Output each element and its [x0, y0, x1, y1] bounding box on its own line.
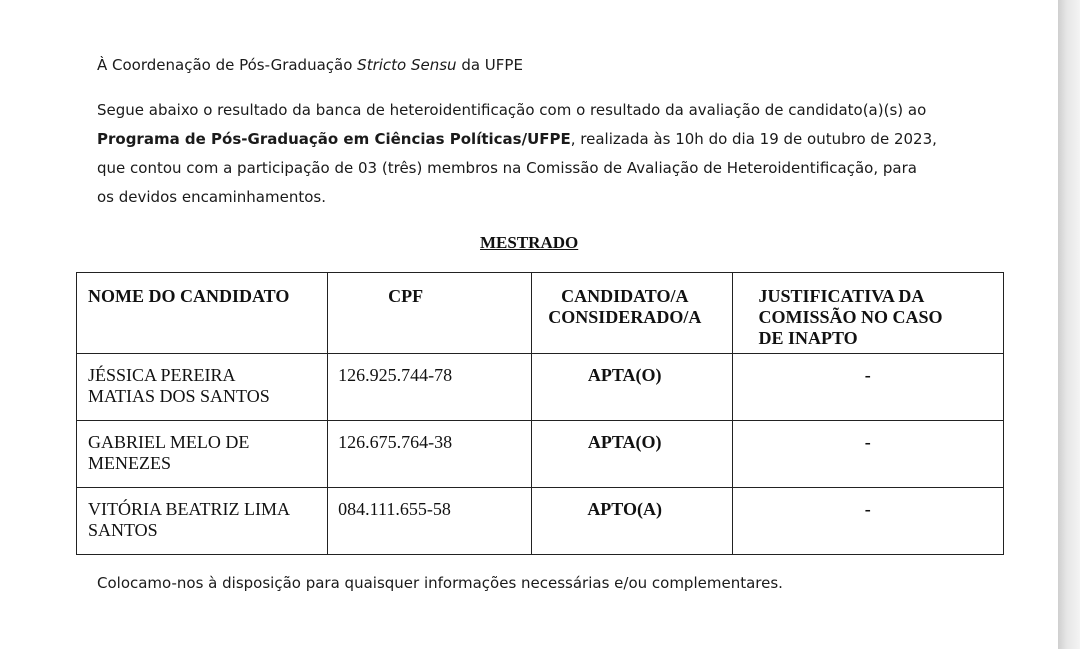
- closing-sentence: Colocamo-nos à disposição para quaisquer informações necessárias e/ou complementares.: [97, 574, 783, 592]
- table-row: [77, 354, 1004, 421]
- results-table: [76, 272, 1004, 555]
- candidate-name: [77, 488, 327, 541]
- candidate-name-cell: [77, 354, 328, 421]
- candidate-name-line-1: VITÓRIA BEATRIZ LIMA: [88, 499, 290, 519]
- candidate-name-line-2: MENEZES: [88, 453, 171, 473]
- cpf-value: 126.675.764-38: [338, 432, 453, 452]
- salutation: [97, 56, 523, 74]
- status-cell: [531, 421, 732, 488]
- header-just-line-1: JUSTIFICATIVA DA: [758, 286, 925, 306]
- header-status: [531, 273, 732, 354]
- justification-value: -: [864, 432, 871, 452]
- candidate-name: [77, 354, 327, 407]
- program-name: Programa de Pós-Graduação em Ciências Políticas/UFPE: [97, 130, 571, 148]
- justification-cell: [732, 421, 1004, 488]
- header-status-label: [532, 273, 710, 328]
- cpf-cell: [328, 421, 532, 488]
- header-status-line-2: CONSIDERADO/A: [548, 307, 702, 327]
- candidate-name-cell: [77, 488, 328, 555]
- intro-line-2: [97, 125, 977, 154]
- candidate-name-line-1: GABRIEL MELO DE: [88, 432, 250, 452]
- table-row: [77, 421, 1004, 488]
- header-name: [77, 273, 328, 354]
- section-title: MESTRADO: [480, 233, 579, 252]
- header-justification-label: [733, 273, 1004, 349]
- status-value: APTO(A): [587, 499, 662, 519]
- salutation-suffix: da UFPE: [456, 56, 523, 74]
- cpf-value: 126.925.744-78: [338, 365, 453, 385]
- candidate-name: [77, 421, 327, 474]
- header-cpf: [328, 273, 532, 354]
- intro-line-4: os devidos encaminhamentos.: [97, 188, 326, 206]
- page-edge-shadow: [1058, 0, 1080, 649]
- cpf-cell: [328, 354, 532, 421]
- candidate-name-line-1: JÉSSICA PEREIRA: [88, 365, 236, 385]
- header-just-line-2: COMISSÃO NO CASO: [758, 307, 943, 327]
- cpf-cell: [328, 488, 532, 555]
- intro-paragraph: [97, 96, 977, 212]
- status-value: APTA(O): [587, 432, 662, 452]
- intro-line-3: que contou com a participação de 03 (três) membros na Comissão de Avaliação de Heteroidentificação, para: [97, 159, 917, 177]
- status-value: APTA(O): [587, 365, 662, 385]
- table-row: [77, 488, 1004, 555]
- table-header-row: [77, 273, 1004, 354]
- justification-cell: [732, 354, 1004, 421]
- status-cell: [531, 488, 732, 555]
- justification-value: -: [864, 365, 871, 385]
- header-cpf-label: CPF: [388, 286, 424, 306]
- intro-line-1: Segue abaixo o resultado da banca de heteroidentificação com o resultado da avaliação de candidato(a)(s) ao: [97, 101, 927, 119]
- status-cell: [531, 354, 732, 421]
- candidate-name-line-2: MATIAS DOS SANTOS: [88, 386, 270, 406]
- header-status-line-1: CANDIDATO/A: [561, 286, 689, 306]
- header-name-label: NOME DO CANDIDATO: [88, 286, 290, 306]
- salutation-italic: Stricto Sensu: [357, 56, 457, 74]
- header-justification: [732, 273, 1004, 354]
- cpf-value: 084.111.655-58: [338, 499, 451, 519]
- intro-line-2-rest: , realizada às 10h do dia 19 de outubro de 2023,: [570, 130, 937, 148]
- justification-value: -: [864, 499, 871, 519]
- candidate-name-line-2: SANTOS: [88, 520, 158, 540]
- salutation-prefix: À Coordenação de Pós-Graduação: [97, 56, 358, 74]
- header-just-line-3: DE INAPTO: [758, 328, 858, 348]
- candidate-name-cell: [77, 421, 328, 488]
- justification-cell: [732, 488, 1004, 555]
